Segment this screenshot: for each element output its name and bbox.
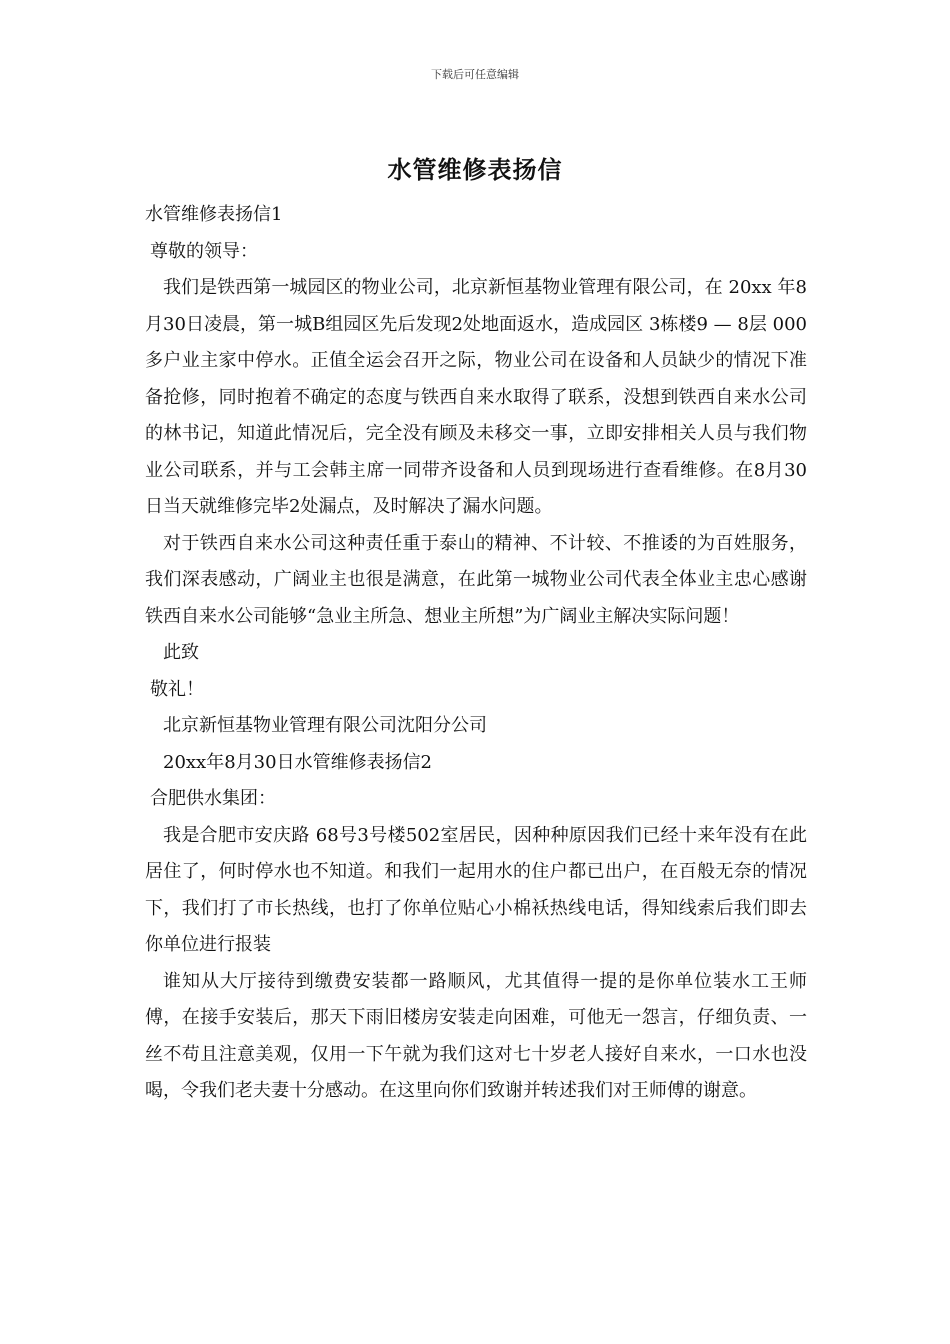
page-header-note: 下载后可任意编辑 — [431, 68, 519, 81]
letter-1-salutation: 尊敬的领导： — [150, 240, 258, 262]
letter-1-date-and-letter-2-heading: 20xx年8月30日水管维修表扬信2 — [163, 751, 433, 773]
document-body — [145, 197, 807, 1110]
letter-1-regards: 敬礼！ — [150, 678, 204, 700]
document-title: 水管维修表扬信 — [387, 155, 563, 184]
letter-1-signature: 北京新恒基物业管理有限公司沈阳分公司 — [163, 715, 487, 736]
letter-2-paragraph-2: 谁知从大厅接待到缴费安装都一路顺风，尤其值得一提的是你单位装水工王师傅，在接手安装后，那天下雨旧楼房安装走向困难，可他无一怨言，仔细负责、一丝不苟且注意美观，仅用一下午就为我们这对七十岁老人接好自来水，一口水也没喝，令我们老夫妻十分感动。在这里向你们致谢并转述我们对王师傅的谢意。 — [145, 970, 807, 1101]
letter-1-paragraph-2: 对于铁西自来水公司这种责任重于泰山的精神、不计较、不推诿的为百姓服务，我们深表感动，广阔业主也很是满意，在此第一城物业公司代表全体业主忠心感谢铁西自来水公司能够“急业主所急、想业主所想”为广阔业主解决实际问题！ — [145, 532, 807, 627]
letter-2-salutation: 合肥供水集团： — [150, 788, 276, 809]
letter-2-paragraph-1: 我是合肥市安庆路 68号3号楼502室居民，因种种原因我们已经十来年没有在此居住了，何时停水也不知道。和我们一起用水的住户都已出户，在百般无奈的情况下，我们打了市长热线，也打了你单位贴心小棉袄热线电话，得知线索后我们即去你单位进行报装 — [145, 824, 807, 955]
letter-1-paragraph-1: 我们是铁西第一城园区的物业公司，北京新恒基物业管理有限公司，在 20xx 年8月30日凌晨，第一城B组园区先后发现2处地面返水，造成园区 3栋楼9 — 8层 000多户业主家中停水。正值全运会召开之际，物业公司在设备和人员缺少的情况下准备抢修，同时抱着不确定的态度与铁西自来水取得了联系，没想到铁西自来水公司的林书记，知道此情况后，完全没有顾及未移交一事，立即安排相关人员与我们物业公司联系，并与工会韩主席一同带齐设备和人员到现场进行查看维修。在8月30日当天就维修完毕2处漏点，及时解决了漏水问题。 — [145, 277, 807, 517]
letter-1-closing: 此致 — [163, 642, 199, 663]
letter-1-heading: 水管维修表扬信1 — [145, 204, 283, 225]
